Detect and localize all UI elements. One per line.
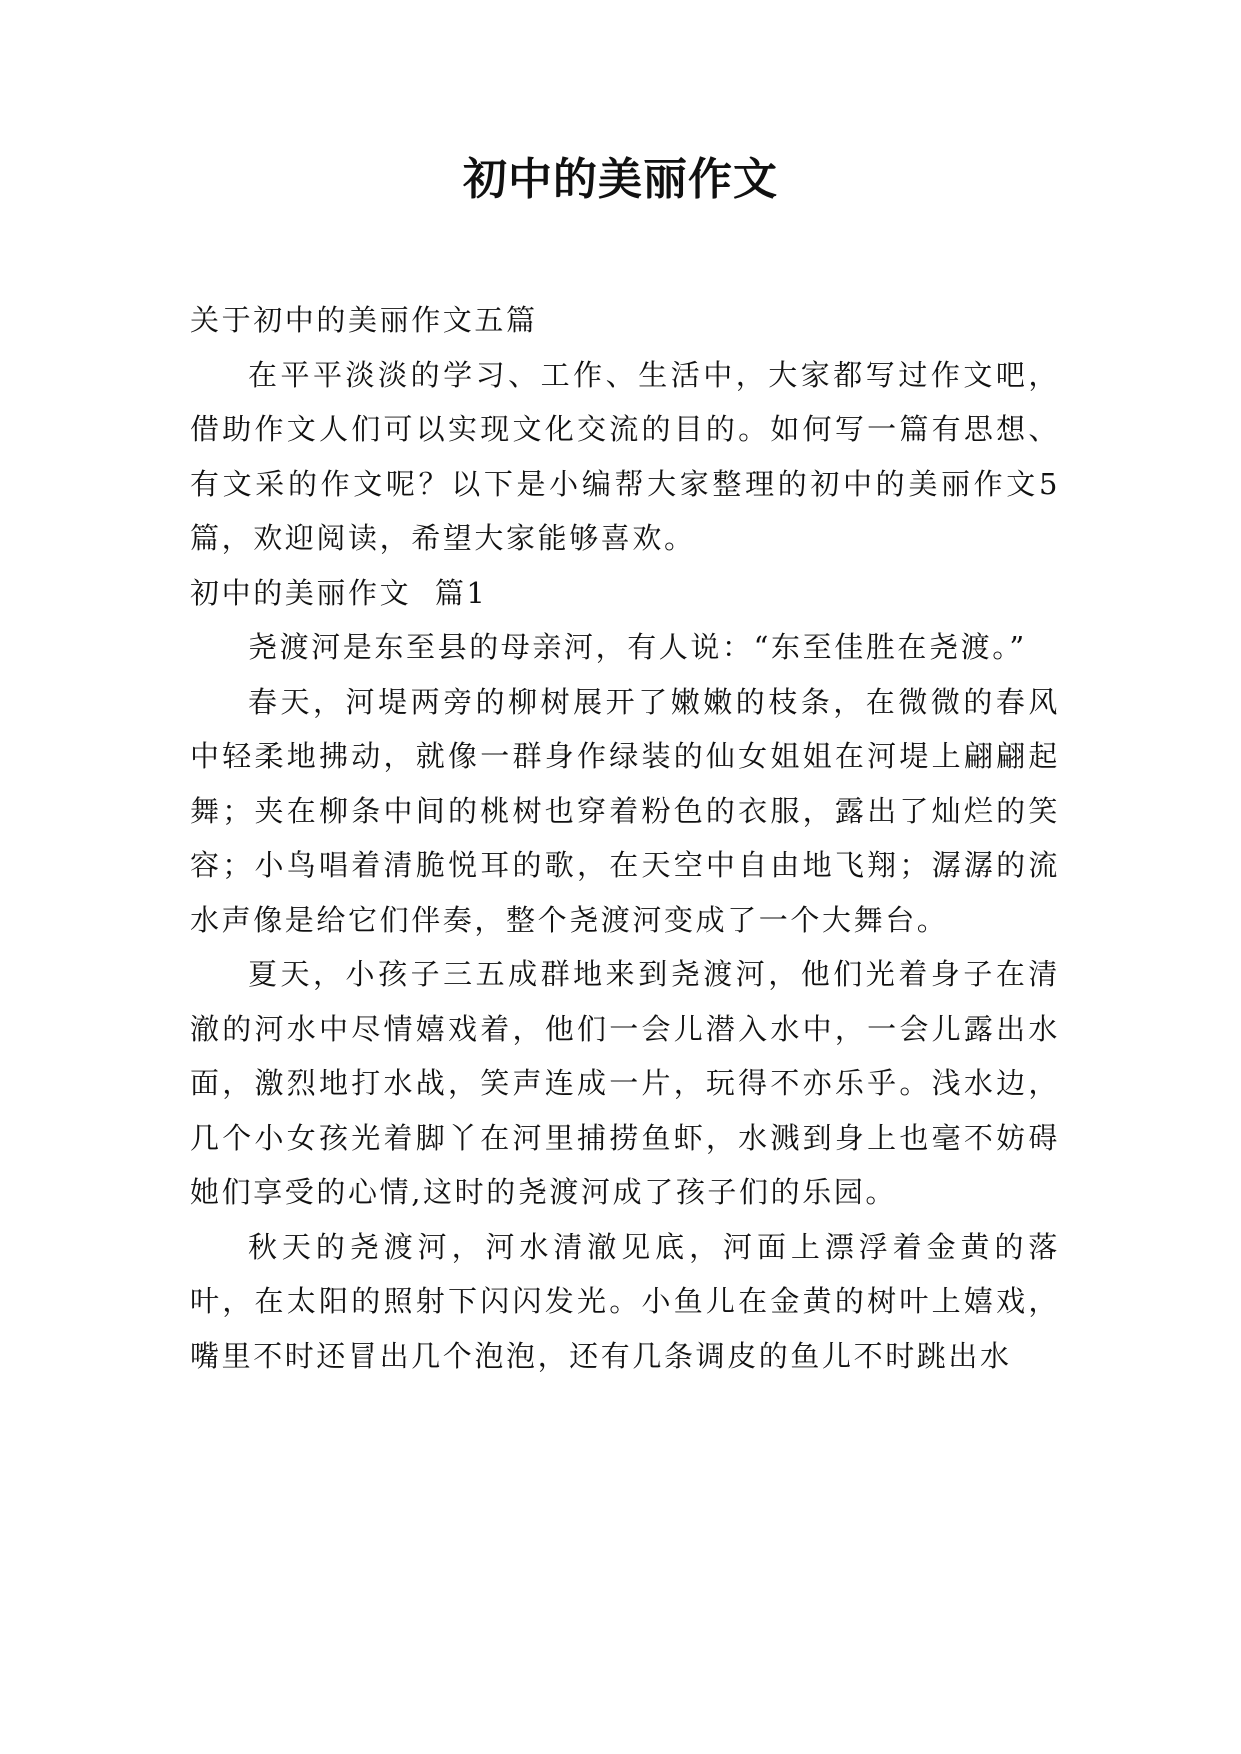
document-body: [190, 293, 1060, 1383]
intro-paragraph: 在平平淡淡的学习、工作、生活中，大家都写过作文吧，借助作文人们可以实现文化交流的目的。如何写一篇有思想、有文采的作文呢？以下是小编帮大家整理的初中的美丽作文5篇，欢迎阅读，希望大家能够喜欢。: [190, 357, 1060, 555]
document-subtitle: 关于初中的美丽作文五篇: [190, 303, 538, 337]
body-paragraph-3: 夏天，小孩子三五成群地来到尧渡河，他们光着身子在清澈的河水中尽情嬉戏着，他们一会儿潜入水中，一会儿露出水面，激烈地打水战，笑声连成一片，玩得不亦乐乎。浅水边，几个小女孩光着脚丫在河里捕捞鱼虾，水溅到身上也毫不妨碍她们享受的心情,这时的尧渡河成了孩子们的乐园。: [190, 957, 1060, 1209]
section-heading: 初中的美丽作文 篇1: [190, 575, 488, 610]
document-title: 初中的美丽作文: [463, 154, 778, 205]
body-paragraph-4: 秋天的尧渡河，河水清澈见底，河面上漂浮着金黄的落叶，在太阳的照射下闪闪发光。小鱼儿在金黄的树叶上嬉戏，嘴里不时还冒出几个泡泡，还有几条调皮的鱼儿不时跳出水: [190, 1229, 1060, 1373]
body-paragraph-2: 春天，河堤两旁的柳树展开了嫩嫩的枝条，在微微的春风中轻柔地拂动，就像一群身作绿装的仙女姐姐在河堤上翩翩起舞；夹在柳条中间的桃树也穿着粉色的衣服，露出了灿烂的笑容；小鸟唱着清脆悦耳的歌，在天空中自由地飞翔；潺潺的流水声像是给它们伴奏，整个尧渡河变成了一个大舞台。: [190, 684, 1060, 937]
body-paragraph-1: 尧渡河是东至县的母亲河，有人说：“东至佳胜在尧渡。”: [248, 630, 1027, 664]
